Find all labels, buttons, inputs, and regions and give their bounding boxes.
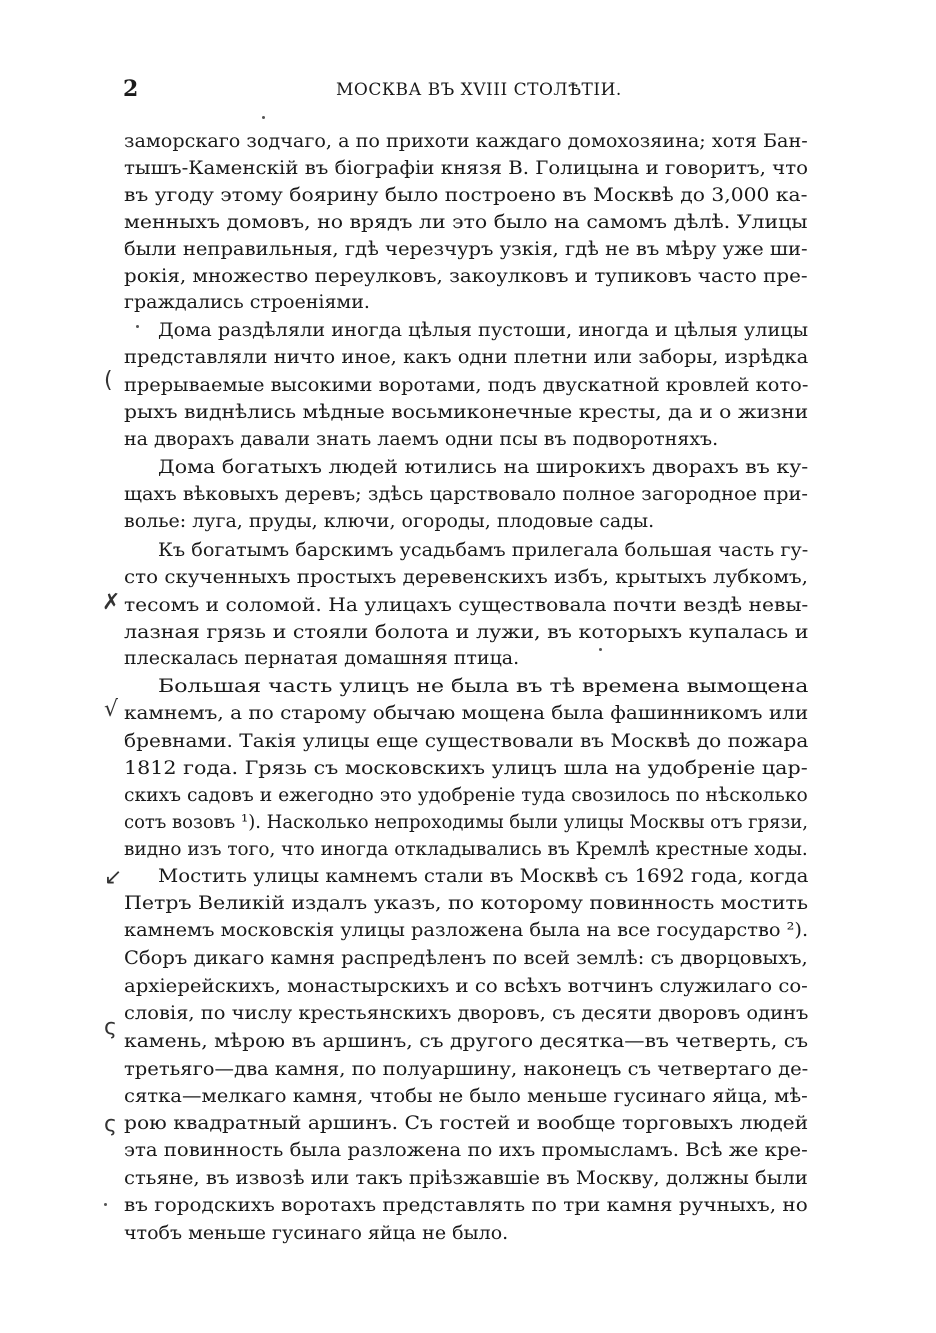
margin-bracket-mark: (: [104, 368, 113, 393]
text-line: щахъ вѣковыхъ деревъ; здѣсь царствовало полное загородное при-: [124, 483, 808, 505]
text-line: третьяго—два камня, по полуаршину, наконецъ съ четвертаго де-: [124, 1058, 809, 1080]
text-line: чтобъ меньше гусинаго яйца не было.: [124, 1222, 509, 1244]
running-title: МОСКВА ВЪ XVIII СТОЛѢТІИ.: [336, 80, 622, 100]
text-line: стьяне, въ извозѣ или такъ пріѣзжавшіе въ Москву, должны были: [124, 1167, 808, 1189]
margin-check-mark: √: [104, 697, 119, 722]
text-line: прерываемые высокими воротами, подъ двускатной кровлей кото-: [124, 374, 809, 396]
text-line: рою квадратный аршинъ. Съ гостей и вообще торговыхъ людей: [124, 1112, 809, 1134]
text-line: менныхъ домовъ, но врядъ ли это было на самомъ дѣлѣ. Улицы: [124, 211, 808, 233]
text-line: Дома раздѣляли иногда цѣлыя пустоши, иногда и цѣлыя улицы: [158, 319, 809, 341]
page-number: 2: [123, 76, 139, 102]
text-line: эта повинность была разложена по ихъ промысламъ. Всѣ же кре-: [124, 1139, 808, 1161]
text-line: словія, по числу крестьянскихъ дворовъ, съ десяти дворовъ одинъ: [124, 1002, 809, 1024]
text-line: лазная грязь и стояли болота и лужи, въ которыхъ купалась и: [124, 621, 809, 643]
text-line: Дома богатыхъ людей ютились на широкихъ дворахъ въ ку-: [158, 456, 809, 478]
text-line: сто скученныхъ простыхъ деревенскихъ избъ, крытыхъ лубкомъ,: [124, 566, 808, 588]
text-line: на дворахъ давали знать лаемъ одни псы въ подворотняхъ.: [124, 428, 719, 450]
text-line: видно изъ того, что иногда откладывались въ Кремлѣ крестные ходы.: [124, 838, 808, 860]
margin-curl-mark: ς: [104, 1015, 117, 1040]
text-line: Петръ Великій издалъ указъ, по которому повинность мостить: [124, 892, 809, 914]
ink-speck: [136, 325, 139, 328]
text-line: камнемъ московскія улицы разложена была на все государство ²).: [124, 919, 809, 941]
text-line: въ городскихъ воротахъ представлять по три камня ручныхъ, но: [124, 1194, 808, 1216]
text-line: архіерейскихъ, монастырскихъ и со всѣхъ вотчинъ служилаго со-: [124, 975, 808, 997]
ink-speck: [104, 1203, 107, 1206]
text-line: Большая часть улицъ не была въ тѣ времена вымощена: [158, 675, 809, 697]
ink-speck: [599, 648, 602, 651]
text-line: Сборъ дикаго камня распредѣленъ по всей землѣ: съ дворцовыхъ,: [124, 947, 808, 969]
text-line: скихъ садовъ и ежегодно это удобреніе туда свозилось по нѣсколько: [124, 784, 808, 806]
text-line: Мостить улицы камнемъ стали въ Москвѣ съ 1692 года, когда: [158, 865, 809, 887]
margin-cross-mark: ✗: [102, 590, 121, 615]
text-line: сотъ возовъ ¹). Насколько непроходимы были улицы Москвы отъ грязи,: [124, 811, 808, 833]
text-line: представляли ничто иное, какъ одни плетни или заборы, изрѣдка: [124, 346, 809, 368]
margin-arrow-mark: ↙: [104, 865, 123, 890]
text-line: были неправильныя, гдѣ черезчуръ узкія, гдѣ не въ мѣру уже ши-: [124, 238, 808, 260]
text-line: бревнами. Такія улицы еще существовали въ Москвѣ до пожара: [124, 730, 809, 752]
text-line: камнемъ, а по старому обычаю мощена была фашинникомъ или: [124, 702, 809, 724]
text-line: волье: луга, пруды, ключи, огороды, плодовые сады.: [124, 510, 655, 532]
text-line: граждались строеніями.: [124, 291, 370, 313]
text-line: въ угоду этому боярину было построено въ Москвѣ до 3,000 ка-: [124, 184, 808, 206]
margin-curl-mark-2: ς: [104, 1112, 117, 1137]
ink-speck: [262, 116, 265, 119]
text-line: камень, мѣрою въ аршинъ, съ другого десятка—въ четверть, съ: [124, 1030, 809, 1052]
text-line: рыхъ виднѣлись мѣдные восьмиконечные кресты, да и о жизни: [124, 401, 809, 423]
text-line: 1812 года. Грязь съ московскихъ улицъ шла на удобреніе цар-: [124, 757, 808, 779]
text-line: заморскаго зодчаго, а по прихоти каждаго домохозяина; хотя Бан-: [124, 130, 808, 152]
text-line: плескалась пернатая домашняя птица.: [124, 647, 520, 669]
text-line: Къ богатымъ барскимъ усадьбамъ прилегала большая часть гу-: [158, 539, 809, 561]
text-line: тышъ-Каменскій въ біографіи князя В. Голицына и говоритъ, что: [124, 157, 809, 179]
text-line: тесомъ и соломой. На улицахъ существовала почти вездѣ невы-: [124, 594, 809, 616]
text-line: рокія, множество переулковъ, закоулковъ и тупиковъ часто пре-: [124, 265, 808, 287]
text-line: сятка—мелкаго камня, чтобы не было меньше гусинаго яйца, мѣ-: [124, 1085, 808, 1107]
